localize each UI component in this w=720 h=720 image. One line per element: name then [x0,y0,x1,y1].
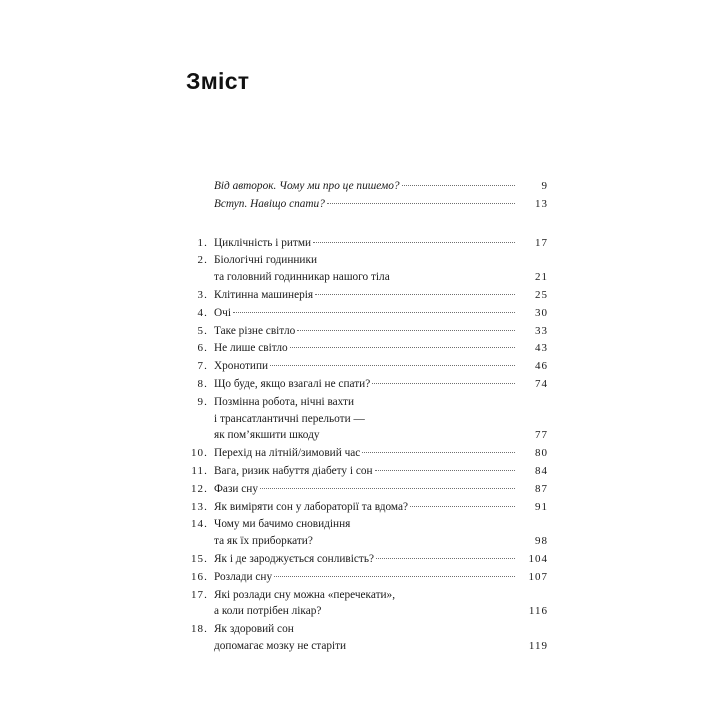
toc-entry-body [214,499,548,516]
toc-entry-page: 9 [541,180,548,192]
toc-entry-title: Розлади сну [214,570,273,583]
toc-entry-title: Очі [214,306,231,319]
toc-entry-body [214,445,548,462]
front-matter-group [186,178,548,213]
toc-entry-number: 9. [197,395,208,408]
toc-entry-body [214,481,548,498]
toc-entry[interactable] [186,587,548,621]
leader-dots [315,293,515,295]
toc-entry[interactable] [186,178,548,195]
toc-entry-page: 13 [535,197,548,210]
toc-entry-number: 4. [197,306,208,319]
toc-entry[interactable] [186,358,548,375]
leader-dots [297,329,515,331]
toc-entry-body [214,587,548,621]
toc-entry-title: Які розлади сну можна «перечекати», [214,588,396,601]
toc-entry-page: 17 [535,236,548,249]
toc-entry-number: 13. [190,500,208,513]
toc-entry[interactable] [186,323,548,340]
toc-entry-body [214,196,548,213]
toc-entry-body [214,323,548,340]
toc-entry[interactable] [186,376,548,393]
toc-entry[interactable] [186,569,548,586]
toc-entry-number: 16. [190,570,208,583]
leader-dots [376,557,515,559]
toc-entry-title-cont: допомагає мозку не старіти [214,639,347,652]
toc-entry-body [214,287,548,304]
toc-entry[interactable] [186,551,548,568]
leader-dots [410,505,515,507]
toc-entry-body [214,235,548,252]
toc-entry-body [214,394,548,444]
toc-entry-body [214,551,548,568]
toc-entry-body [214,252,548,286]
toc-entry-number: 5. [197,324,208,337]
toc-entry-title: Перехід на літній/зимовий час [214,447,361,460]
toc-entry-page: 98 [535,535,548,548]
toc-entry-body [214,340,548,357]
toc-entry[interactable] [186,621,548,655]
leader-dots [372,382,515,384]
toc-entry-page: 119 [528,639,548,652]
toc-entry-title-cont: та головний годинникар нашого тіла [214,271,390,284]
toc-entry-page: 74 [535,377,548,390]
leader-dots [402,184,516,186]
toc-entry-title: Як здоровий сон [214,623,294,636]
toc-entry-page: 80 [535,447,548,460]
toc-entry-number: 8. [197,377,208,390]
leader-dots [260,487,515,489]
toc-entry-title-cont: та як їх приборкати? [214,535,313,548]
leader-dots [362,451,515,453]
toc-entry[interactable] [186,463,548,480]
toc-entry-title: Що буде, якщо взагалі не спати? [214,377,371,390]
toc-entry-body [214,569,548,586]
toc-entry-page: 84 [535,464,548,477]
toc-entry-page: 91 [535,500,548,513]
toc-entry-title: Як виміряти сон у лабораторії та вдома? [214,500,409,513]
toc-entry-page: 77 [535,429,548,442]
toc-entry-title: Позмінна робота, нічні вахти [214,395,355,408]
leader-dots [270,364,515,366]
toc-entry-page: 107 [528,570,548,583]
toc-entry[interactable] [186,305,548,322]
toc-entry-number: 12. [190,482,208,495]
toc-entry-body [214,358,548,375]
toc-entry-body [214,305,548,322]
toc-entry[interactable] [186,394,548,444]
toc-entry[interactable] [186,287,548,304]
toc-entry[interactable] [186,196,548,213]
toc-entry-body [214,178,548,195]
toc-entry-title: Чому ми бачимо сновидіння [214,518,351,531]
toc-entry-body [214,621,548,655]
toc-entry-title: Біологічні годинники [214,254,318,267]
toc-entry-number: 3. [197,288,208,301]
toc-entry-number: 10. [190,447,208,460]
toc-entry-page: 46 [535,360,548,373]
toc-entry-number: 15. [190,552,208,565]
toc-entry-title: Вага, ризик набуття діабету і сон [214,464,373,477]
toc-entry-page: 21 [535,271,548,284]
toc-entry[interactable] [186,445,548,462]
toc-entry-title-cont: як пом’якшити шкоду [214,429,320,442]
toc-entry-number: 18. [190,623,208,636]
toc-entry-page: 116 [528,605,548,618]
toc-entry-title: Від авторок. Чому ми про це пишемо? [214,180,400,192]
toc-entry-number: 14. [190,518,208,531]
toc-entry-title-cont: і трансатлантичні перельоти — [214,412,365,425]
chapters-group [186,235,548,655]
toc-entry-body [214,376,548,393]
leader-dots [290,346,515,348]
toc-entry-title: Вступ. Навіщо спати? [214,197,325,210]
toc-entry-number: 11. [191,464,208,477]
leader-dots [375,469,515,471]
toc-entry-number: 6. [197,342,208,355]
leader-dots [313,241,515,243]
toc-entry-body [214,516,548,550]
toc-entry[interactable] [186,481,548,498]
toc-entry-title: Не лише світло [214,342,288,355]
toc-entry-page: 43 [535,342,548,355]
toc-entry-title: Клітинна машинерія [214,288,314,301]
toc-entry-page: 30 [535,306,548,319]
toc-entry-title: Як і де зароджується сонливість? [214,552,374,565]
leader-dots [233,311,515,313]
toc-entry-body [214,463,548,480]
toc-entry-page: 104 [528,552,548,565]
toc-entry-number: 1. [197,236,208,249]
toc-entry[interactable] [186,252,548,286]
toc-entry[interactable] [186,516,548,550]
toc-entry-title: Циклічність і ритми [214,236,312,249]
leader-dots [274,575,515,577]
toc-entry-title: Хронотипи [214,360,269,373]
leader-dots [327,202,515,204]
page-title: Зміст [186,68,250,94]
toc-entry[interactable] [186,235,548,252]
toc-entry-page: 87 [535,482,548,495]
toc-entry-title-cont: а коли потрібен лікар? [214,605,322,618]
toc-entry[interactable] [186,499,548,516]
toc-entry[interactable] [186,340,548,357]
toc-entry-title: Фази сну [214,482,258,495]
table-of-contents [186,178,548,656]
toc-entry-number: 2. [197,254,208,267]
toc-entry-title: Таке різне світло [214,324,296,337]
toc-entry-page: 33 [535,324,548,337]
toc-entry-page: 25 [535,288,548,301]
toc-entry-number: 17. [190,588,208,601]
toc-entry-number: 7. [197,360,208,373]
